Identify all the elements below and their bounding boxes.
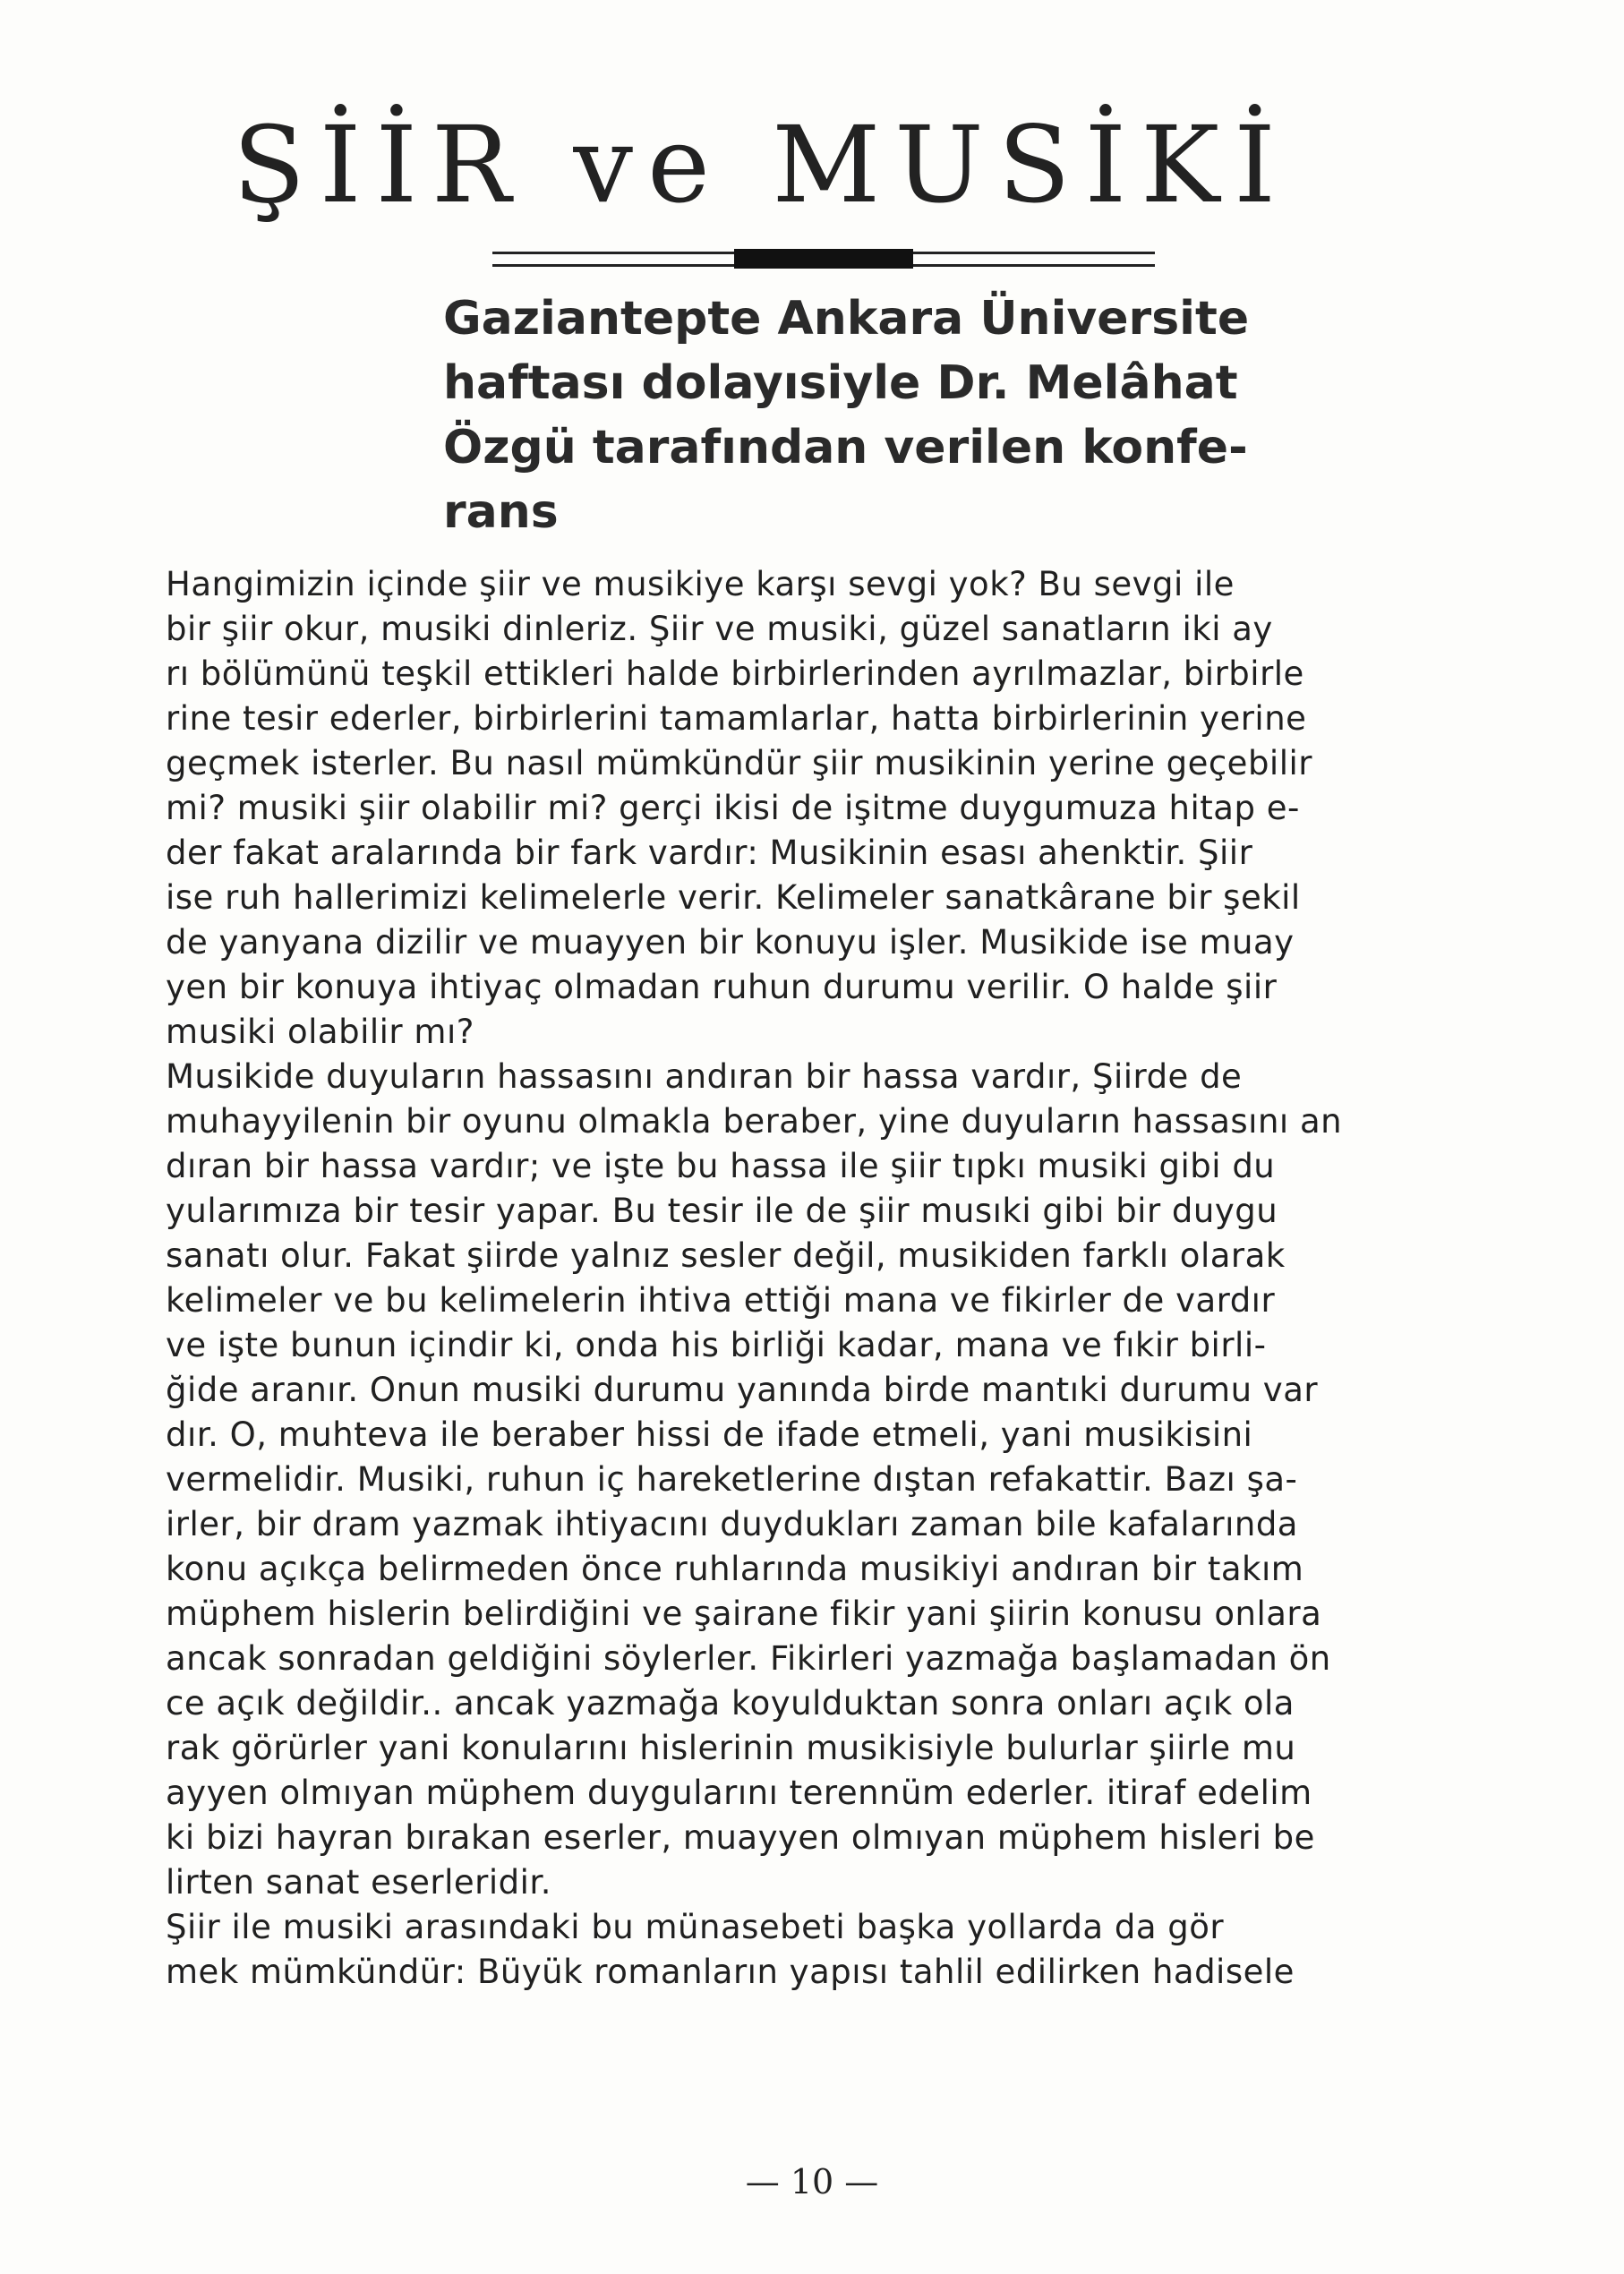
body-line: irler, bir dram yazmak ihtiyacını duydukları zaman bile kafalarında bbox=[166, 1505, 1298, 1543]
body-line: bir şiir okur, musiki dinleriz. Şiir ve musiki, güzel sanatların iki ay bbox=[166, 610, 1273, 648]
body-line: konu açıkça belirmeden önce ruhlarında musikiyi andıran bir takım bbox=[166, 1550, 1304, 1588]
body-line: dıran bir hassa vardır; ve işte bu hassa ile şiir tıpkı musiki gibi du bbox=[166, 1147, 1276, 1185]
subtitle-line: rans bbox=[443, 485, 559, 539]
body-line: ve işte bunun içindir ki, onda his birliği kadar, mana ve fıkir birli- bbox=[166, 1326, 1267, 1364]
body-line: müphem hislerin belirdiğini ve şairane fikir yani şiirin konusu onlara bbox=[166, 1594, 1322, 1633]
body-line: Hangimizin içinde şiir ve musikiye karşı sevgi yok? Bu sevgi ile bbox=[166, 565, 1235, 603]
body-line: geçmek isterler. Bu nasıl mümkündür şiir musikinin yerine geçebilir bbox=[166, 744, 1312, 782]
body-line: musiki olabilir mı? bbox=[166, 1013, 474, 1051]
body-line: sanatı olur. Fakat şiirde yalnız sesler değil, musikiden farklı olarak bbox=[166, 1236, 1286, 1275]
body-line: mi? musiki şiir olabilir mi? gerçi ikisi de işitme duygumuza hitap e- bbox=[166, 789, 1300, 827]
body-line: yen bir konuya ihtiyaç olmadan ruhun durumu verilir. O halde şiir bbox=[166, 968, 1278, 1006]
body-line: rı bölümünü teşkil ettikleri halde birbirlerinden ayrılmazlar, birbirle bbox=[166, 654, 1304, 693]
article-subtitle bbox=[443, 286, 1419, 544]
body-line: Musikide duyuların hassasını andıran bir hassa vardır, Şiirde de bbox=[166, 1057, 1243, 1096]
body-line: ancak sonradan geldiğini söylerler. Fikirleri yazmağa başlamadan ön bbox=[166, 1639, 1331, 1678]
body-line: de yanyana dizilir ve muayyen bir konuyu işler. Musikide ise muay bbox=[166, 923, 1295, 962]
subtitle-line: haftası dolayısiyle Dr. Melâhat bbox=[443, 356, 1238, 410]
body-line: yularımıza bir tesir yapar. Bu tesir ile de şiir musıki gibi bir duygu bbox=[166, 1192, 1278, 1230]
body-line: ayyen olmıyan müphem duygularını terennüm ederler. itiraf edelim bbox=[166, 1774, 1312, 1812]
body-line: muhayyilenin bir oyunu olmakla beraber, yine duyuların hassasını an bbox=[166, 1102, 1343, 1141]
body-line: lirten sanat eserleridir. bbox=[166, 1863, 551, 1902]
body-line: kelimeler ve bu kelimelerin ihtiva ettiği mana ve fikirler de vardır bbox=[166, 1281, 1276, 1320]
body-line: der fakat aralarında bir fark vardır: Musikinin esası ahenktir. Şiir bbox=[166, 834, 1253, 872]
body-line: rine tesir ederler, birbirlerini tamamlarlar, hatta birbirlerinin yerine bbox=[166, 699, 1307, 738]
body-line: ce açık değildir.. ancak yazmağa koyulduktan sonra onları açık ola bbox=[166, 1684, 1295, 1723]
title-divider bbox=[492, 246, 1155, 273]
subtitle-line: Gaziantepte Ankara Üniversite bbox=[443, 292, 1250, 346]
body-line: ki bizi hayran bırakan eserler, muayyen olmıyan müphem hisleri be bbox=[166, 1818, 1315, 1857]
body-line: mek mümkündür: Büyük romanların yapısı tahlil edilirken hadisele bbox=[166, 1953, 1295, 1991]
body-line: rak görürler yani konularını hislerinin musikisiyle bulurlar şiirle mu bbox=[166, 1729, 1296, 1767]
divider-ornament bbox=[734, 249, 913, 269]
body-line: dır. O, muhteva ile beraber hissi de ifade etmeli, yani musikisini bbox=[166, 1415, 1253, 1454]
subtitle-line: Özgü tarafından verilen konfe- bbox=[443, 421, 1248, 474]
article-title: ŞİİR ve MUSİKİ bbox=[233, 103, 1290, 227]
page-number: — 10 — bbox=[745, 2162, 879, 2201]
body-line: Şiir ile musiki arasındaki bu münasebeti başka yollarda da gör bbox=[166, 1908, 1225, 1946]
body-line: vermelidir. Musiki, ruhun iç hareketlerine dıştan refakattir. Bazı şa- bbox=[166, 1460, 1298, 1499]
body-line: ise ruh hallerimizi kelimelerle verir. Kelimeler sanatkârane bir şekil bbox=[166, 878, 1301, 917]
article-body bbox=[166, 562, 1410, 1995]
body-line: ğide aranır. Onun musiki durumu yanında birde mantıki durumu var bbox=[166, 1371, 1319, 1409]
